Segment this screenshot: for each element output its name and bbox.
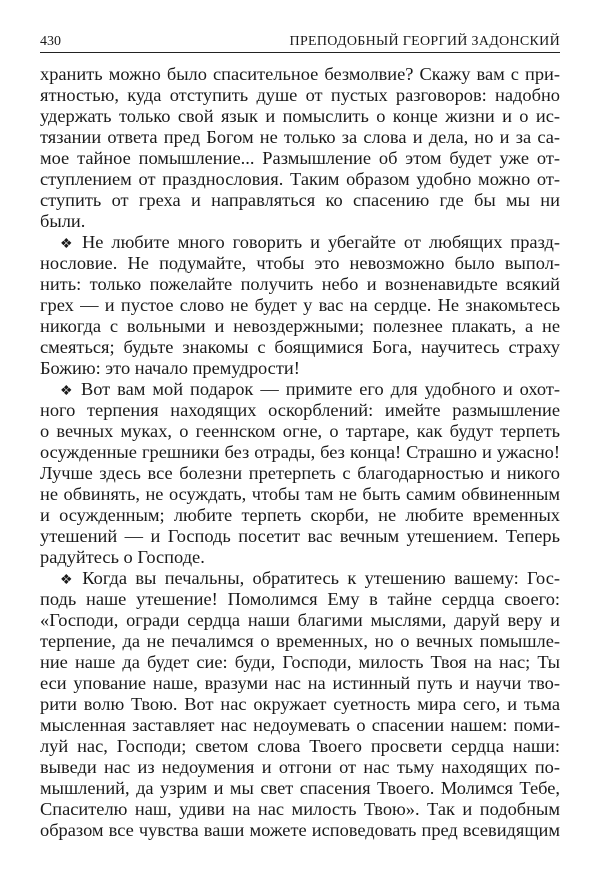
text-line	[40, 673, 560, 694]
text-line	[40, 295, 560, 316]
text-line	[40, 736, 560, 757]
text-line	[40, 589, 560, 610]
line-text: Не любите много говорить и убегайте от любящих празд-	[81, 232, 560, 252]
text-line	[40, 85, 560, 106]
text-line	[40, 631, 560, 652]
line-text: радуйтесь о Господе.	[40, 547, 205, 567]
text-line	[40, 652, 560, 673]
text-line	[40, 316, 560, 337]
line-text: мышлений, да узрим и мы свет спасения Твоего. Молимся Тебе,	[40, 778, 560, 798]
diamond-bullet-icon: ❖	[60, 384, 75, 399]
text-line	[40, 64, 560, 85]
line-text: о вечных муках, о гееннском огне, о тартаре, как будут терпеть	[40, 421, 560, 441]
text-line	[40, 358, 560, 379]
line-text: нословие. Не подумайте, чтобы это невозможно было выпол-	[40, 253, 560, 273]
line-text: Когда вы печальны, обратитесь к утешению вашему: Гос-	[82, 568, 560, 588]
line-text: грех — и пустое слово не будет у вас на сердце. Не знакомьтесь	[40, 295, 560, 315]
line-text: осужденные грешники без отрады, без конца! Страшно и ужасно!	[40, 442, 560, 462]
text-line	[40, 463, 560, 484]
text-line	[40, 106, 560, 127]
line-text: и осужденным; любите терпеть скорби, не любите временных	[40, 505, 560, 525]
line-text: Вот вам мой подарок — примите его для удобного и охот-	[80, 379, 560, 399]
line-text: ступлением от празднословия. Таким образом удобно можно от-	[40, 169, 560, 189]
line-text: выведи нас из недоумения и отгони от нас тьму находящих по-	[40, 757, 560, 777]
paragraph	[40, 568, 560, 841]
line-text: «Господи, огради сердца наши благими мыслями, даруй веру и	[40, 610, 560, 630]
line-text: смеяться; будьте знакомы с боящимися Бога, научитесь страху	[40, 337, 560, 357]
text-line	[40, 169, 560, 190]
line-text: удержать только свой язык и помыслить о конце жизни и о ис-	[40, 106, 560, 126]
line-text: ного терпения находящих оскорблений: имейте размышление	[40, 400, 560, 420]
line-text: были.	[40, 211, 86, 231]
text-line	[40, 190, 560, 211]
text-line	[40, 253, 560, 274]
line-text: подь наше утешение! Помолимся Ему в тайне сердца своего:	[40, 589, 560, 609]
text-line	[40, 442, 560, 463]
line-text: Божию: это начало премудрости!	[40, 358, 300, 378]
line-text: тязании ответа пред Богом не только за слова и дела, но и за са-	[40, 127, 560, 147]
paragraph	[40, 64, 560, 232]
text-line	[40, 694, 560, 715]
text-line	[40, 778, 560, 799]
paragraph	[40, 379, 560, 568]
line-text: ступить от греха и направляться ко спасению где бы мы ни	[40, 190, 560, 210]
line-text: не обвинять, не осуждать, чтобы там не быть самим обвиненным	[40, 484, 560, 504]
line-text: еси упование наше, вразуми нас на истинный путь и научи тво-	[40, 673, 560, 693]
text-line	[40, 127, 560, 148]
text-line	[40, 757, 560, 778]
text-line	[40, 337, 560, 358]
text-line	[40, 379, 560, 400]
text-line	[40, 211, 560, 232]
line-text: образом все чувства ваши можете исповедовать пред всевидящим	[40, 820, 560, 840]
text-line	[40, 484, 560, 505]
text-line	[40, 526, 560, 547]
line-text: утешений — и Господь посетит вас вечным утешением. Теперь	[40, 526, 560, 546]
text-line	[40, 799, 560, 820]
text-line	[40, 400, 560, 421]
line-text: Спасителю наш, удиви на нас милость Твою». Так и подобным	[40, 799, 560, 819]
text-line	[40, 274, 560, 295]
line-text: луй нас, Господи; светом слова Твоего просвети сердца наши:	[40, 736, 560, 756]
text-line	[40, 505, 560, 526]
text-line	[40, 568, 560, 589]
text-line	[40, 610, 560, 631]
line-text: рити волю Твою. Вот нас окружает суетность мира сего, и тьма	[40, 694, 560, 714]
text-line	[40, 547, 560, 568]
line-text: Лучше здесь все болезни претерпеть с благодарностью и никого	[40, 463, 560, 483]
running-title: ПРЕПОДОБНЫЙ ГЕОРГИЙ ЗАДОНСКИЙ	[289, 34, 560, 49]
diamond-bullet-icon: ❖	[60, 237, 76, 252]
line-text: мое тайное помышление... Размышление об этом будет уже от-	[40, 148, 560, 168]
text-line	[40, 148, 560, 169]
text-line	[40, 820, 560, 841]
line-text: терпение, да не печалимся о временных, но о вечных помышле-	[40, 631, 560, 651]
line-text: нить: только пожелайте получить небо и возненавидьте всякий	[40, 274, 560, 294]
text-line	[40, 421, 560, 442]
text-line	[40, 232, 560, 253]
page-body	[40, 64, 560, 841]
line-text: ние наше да будет сие: буди, Господи, милость Твоя на нас; Ты	[40, 652, 560, 672]
page-number: 430	[40, 34, 61, 49]
line-text: мысленная заставляет нас недоумевать о спасении нашем: поми-	[40, 715, 560, 735]
text-line	[40, 715, 560, 736]
running-header	[40, 30, 560, 53]
diamond-bullet-icon: ❖	[60, 573, 77, 588]
line-text: ятностью, куда отступить душе от пустых разговоров: надобно	[40, 85, 560, 105]
line-text: хранить можно было спасительное безмолвие? Скажу вам с при-	[40, 64, 560, 84]
paragraph	[40, 232, 560, 379]
line-text: никогда с вольными и невоздержными; полезнее плакать, а не	[40, 316, 560, 336]
